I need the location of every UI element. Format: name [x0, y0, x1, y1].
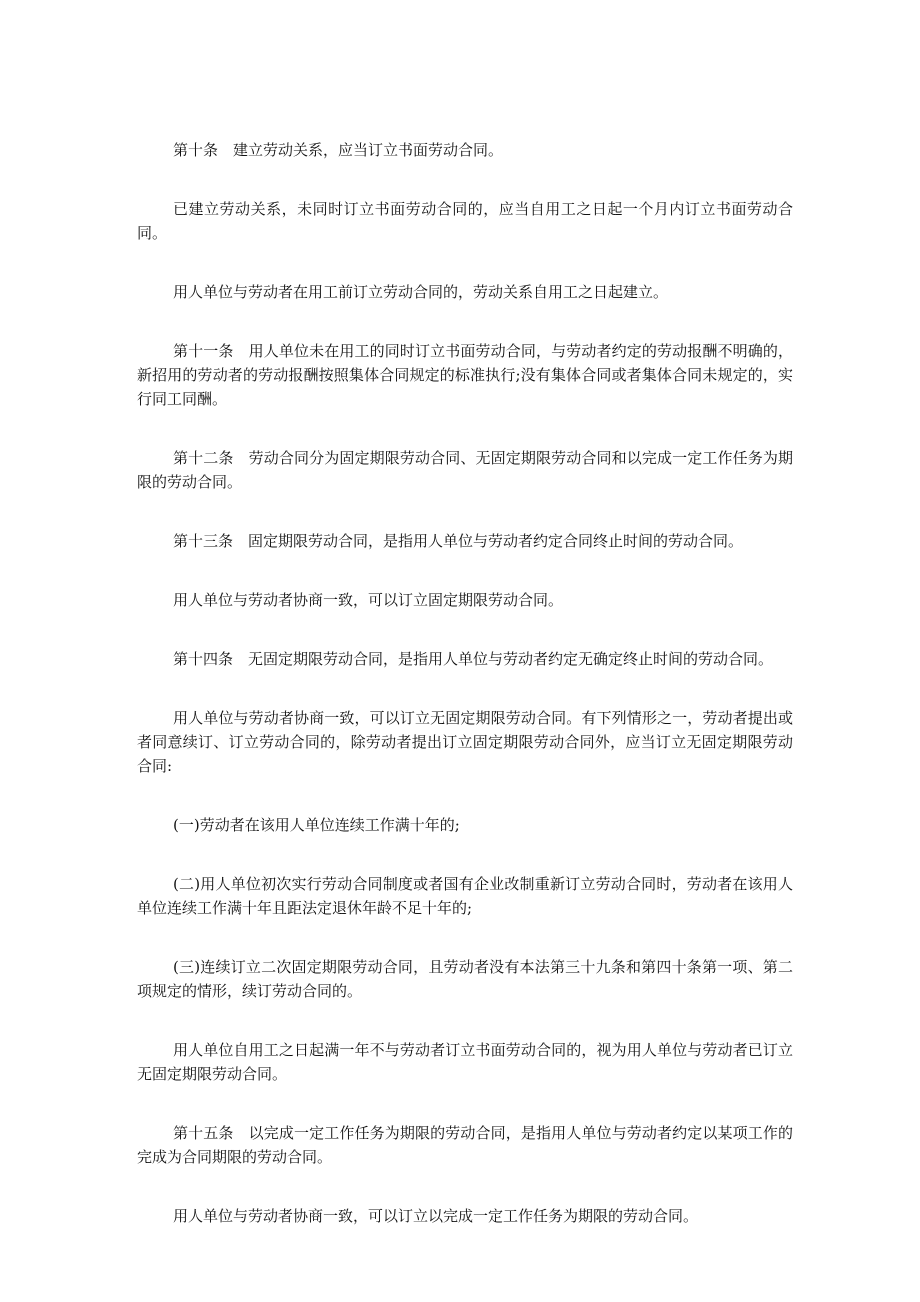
article-10-paragraph-2: 已建立劳动关系，未同时订立书面劳动合同的，应当自用工之日起一个月内订立书面劳动合同。	[137, 200, 793, 242]
article-15: 第十五条 以完成一定工作任务为期限的劳动合同，是指用人单位与劳动者约定以某项工作的完成为合同期限的劳动合同。	[137, 1124, 793, 1166]
article-12: 第十二条 劳动合同分为固定期限劳动合同、无固定期限劳动合同和以完成一定工作任务为期限的劳动合同。	[137, 449, 793, 491]
article-14-paragraph-2: 用人单位与劳动者协商一致，可以订立无固定期限劳动合同。有下列情形之一，劳动者提出或者同意续订、订立劳动合同的，除劳动者提出订立固定期限劳动合同外，应当订立无固定期限劳动合同:	[137, 709, 793, 775]
article-13: 第十三条 固定期限劳动合同，是指用人单位与劳动者约定合同终止时间的劳动合同。	[173, 532, 744, 550]
article-14-item-1: (一)劳动者在该用人单位连续工作满十年的;	[173, 816, 460, 834]
article-10-paragraph-3: 用人单位与劳动者在用工前订立劳动合同的，劳动关系自用工之日起建立。	[173, 283, 669, 301]
article-11: 第十一条 用人单位未在用工的同时订立书面劳动合同，与劳动者约定的劳动报酬不明确的，新招用的劳动者的劳动报酬按照集体合同规定的标准执行;没有集体合同或者集体合同未规定的，实行同工同酬。	[137, 342, 793, 408]
article-15-paragraph-2: 用人单位与劳动者协商一致，可以订立以完成一定工作任务为期限的劳动合同。	[173, 1207, 699, 1225]
article-10: 第十条 建立劳动关系，应当订立书面劳动合同。	[173, 141, 504, 159]
document-body	[137, 138, 793, 1263]
article-14-paragraph-3: 用人单位自用工之日起满一年不与劳动者订立书面劳动合同的，视为用人单位与劳动者已订立无固定期限劳动合同。	[137, 1041, 793, 1083]
article-14-item-2: (二)用人单位初次实行劳动合同制度或者国有企业改制重新订立劳动合同时，劳动者在该用人单位连续工作满十年且距法定退休年龄不足十年的;	[137, 875, 793, 917]
article-14: 第十四条 无固定期限劳动合同，是指用人单位与劳动者约定无确定终止时间的劳动合同。	[173, 650, 774, 668]
article-14-item-3: (三)连续订立二次固定期限劳动合同，且劳动者没有本法第三十九条和第四十条第一项、第二项规定的情形，续订劳动合同的。	[137, 958, 793, 1000]
article-13-paragraph-2: 用人单位与劳动者协商一致，可以订立固定期限劳动合同。	[173, 591, 564, 609]
